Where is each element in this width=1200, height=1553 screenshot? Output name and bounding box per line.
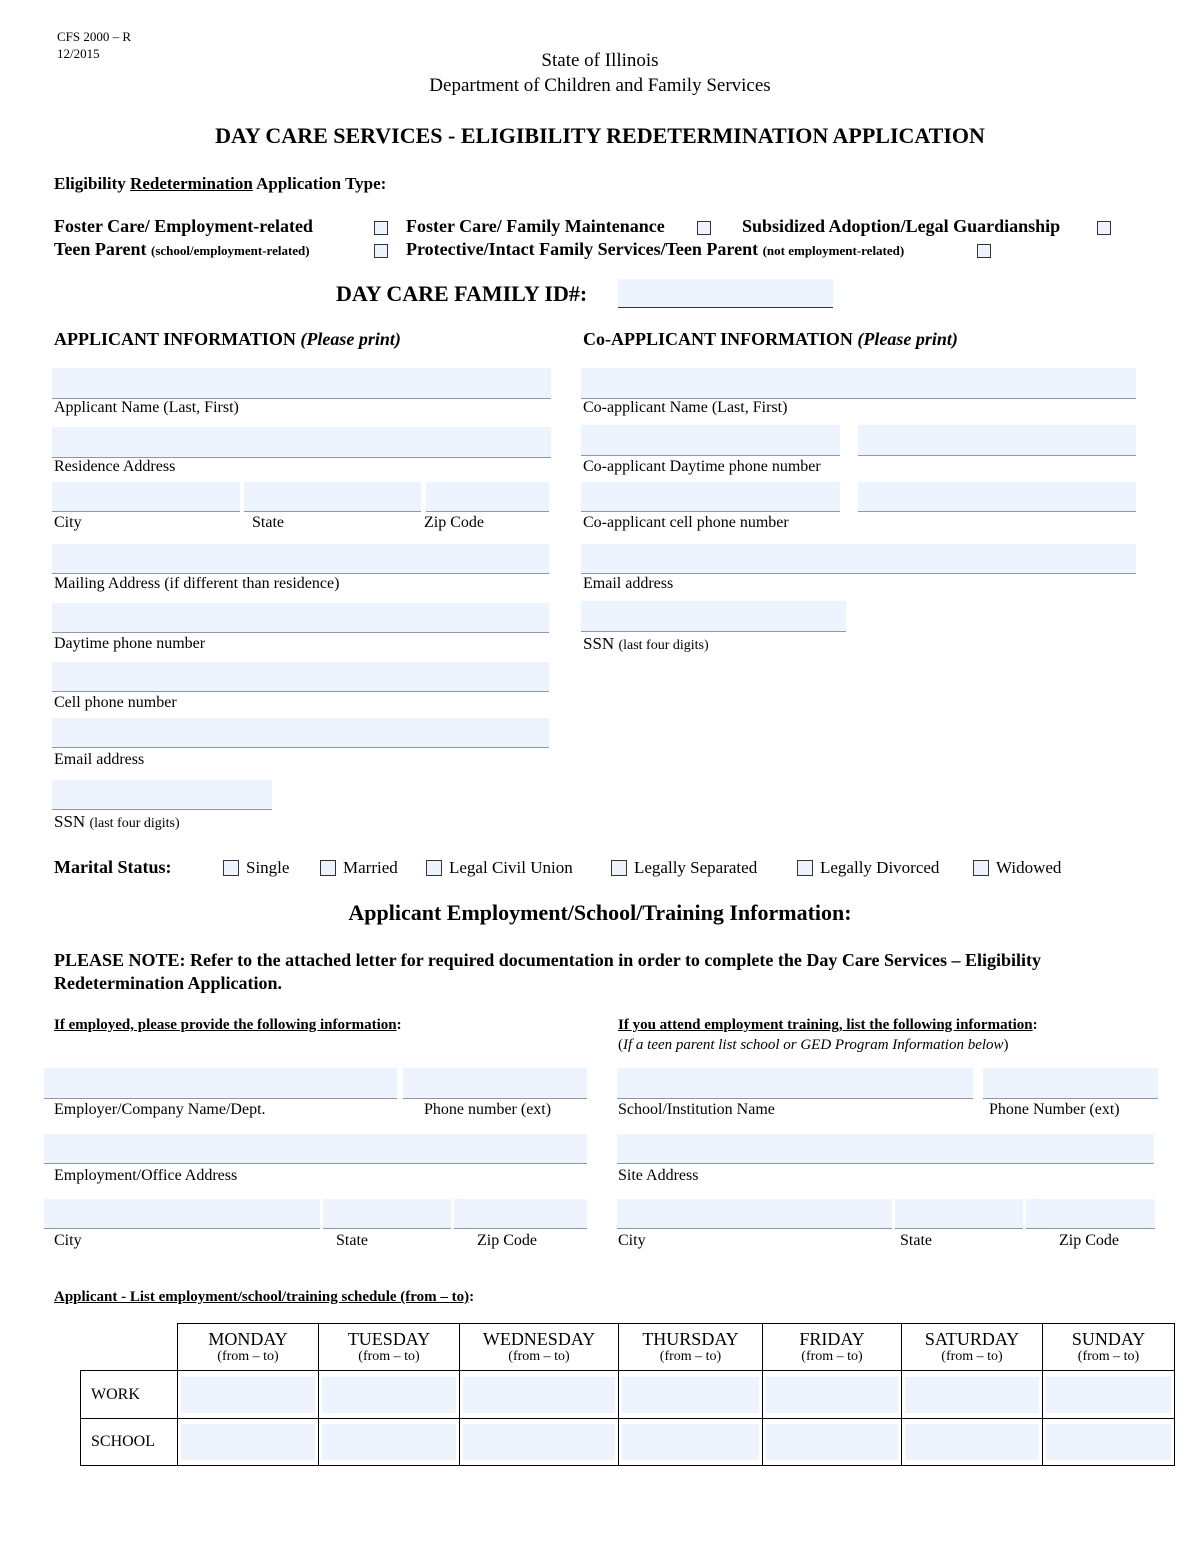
subsidized-checkbox[interactable] [1097, 221, 1111, 235]
applicant-state-label: State [252, 514, 284, 531]
option-foster-employment-label: Foster Care/ Employment-related [54, 216, 313, 236]
school-name-input[interactable] [617, 1068, 973, 1099]
school-name-label: School/Institution Name [618, 1101, 775, 1118]
applicant-city-input[interactable] [52, 482, 240, 512]
foster-employment-checkbox[interactable] [374, 221, 388, 235]
state-name: State of Illinois [541, 50, 659, 71]
marital-status-label: Marital Status: [54, 857, 172, 877]
schedule-day-header: THURSDAY (from – to) [619, 1324, 763, 1371]
applicant-ssn-label: SSN (last four digits) [54, 812, 180, 831]
family-id-input[interactable] [618, 279, 833, 308]
school-friday-cell[interactable] [763, 1419, 902, 1466]
applicant-zip-input[interactable] [426, 482, 549, 512]
schedule-corner-cell [81, 1324, 178, 1371]
employer-name-label: Employer/Company Name/Dept. [54, 1101, 266, 1118]
marital-divorced-label: Legally Divorced [820, 858, 940, 877]
schedule-day-header: MONDAY (from – to) [178, 1324, 319, 1371]
marital-married-label: Married [343, 858, 398, 877]
school-sunday-cell[interactable] [1043, 1419, 1175, 1466]
employer-zip-label: Zip Code [477, 1232, 537, 1249]
employer-name-input[interactable] [44, 1068, 397, 1099]
school-zip-label: Zip Code [1059, 1232, 1119, 1249]
schedule-row-label-school: SCHOOL [81, 1419, 178, 1466]
application-type-heading: Eligibility Redetermination Application Type: [54, 174, 387, 193]
applicant-city-label: City [54, 514, 82, 531]
schedule-heading: Applicant - List employment/school/training schedule (from – to): [54, 1289, 475, 1305]
schedule-row-label-work: WORK [81, 1371, 178, 1419]
coapplicant-ssn-input[interactable] [581, 601, 846, 632]
schedule-day-header: WEDNESDAY (from – to) [460, 1324, 619, 1371]
mailing-address-input[interactable] [52, 544, 549, 574]
school-zip-input[interactable] [1026, 1199, 1155, 1229]
marital-civil-union-checkbox[interactable] [426, 860, 442, 876]
schedule-day-header: SATURDAY (from – to) [902, 1324, 1043, 1371]
marital-widowed-checkbox[interactable] [973, 860, 989, 876]
coapplicant-daytime-phone-ext-input[interactable] [858, 425, 1136, 456]
employer-state-input[interactable] [323, 1199, 451, 1229]
form-code: CFS 2000 – R [57, 29, 132, 44]
daytime-phone-label: Daytime phone number [54, 635, 206, 652]
residence-address-label: Residence Address [54, 458, 176, 475]
department-name: Department of Children and Family Services [429, 75, 771, 96]
family-id-label: DAY CARE FAMILY ID#: [336, 281, 588, 306]
applicant-email-input[interactable] [52, 718, 549, 748]
coapplicant-name-label: Co-applicant Name (Last, First) [583, 399, 788, 416]
school-monday-cell[interactable] [178, 1419, 319, 1466]
marital-separated-checkbox[interactable] [611, 860, 627, 876]
school-state-label: State [900, 1232, 932, 1249]
applicant-name-label: Applicant Name (Last, First) [54, 399, 239, 416]
coapplicant-daytime-phone-input[interactable] [581, 425, 840, 456]
applicant-zip-label: Zip Code [424, 514, 484, 531]
training-heading: If you attend employment training, list the following information: [618, 1017, 1038, 1033]
coapplicant-daytime-phone-label: Co-applicant Daytime phone number [583, 458, 821, 475]
coapplicant-heading: Co-APPLICANT INFORMATION (Please print) [583, 329, 958, 349]
work-wednesday-cell[interactable] [460, 1371, 619, 1419]
employer-phone-label: Phone number (ext) [424, 1101, 552, 1118]
applicant-ssn-input[interactable] [52, 780, 272, 810]
coapplicant-email-label: Email address [583, 575, 674, 592]
option-subsidized-label: Subsidized Adoption/Legal Guardianship [742, 216, 1061, 236]
school-saturday-cell[interactable] [902, 1419, 1043, 1466]
coapplicant-email-input[interactable] [581, 544, 1136, 574]
applicant-heading: APPLICANT INFORMATION (Please print) [54, 329, 401, 349]
site-address-input[interactable] [617, 1134, 1154, 1164]
marital-divorced-checkbox[interactable] [797, 860, 813, 876]
school-city-label: City [618, 1232, 646, 1249]
applicant-state-input[interactable] [244, 482, 421, 512]
marital-separated-label: Legally Separated [634, 858, 758, 877]
employer-address-input[interactable] [44, 1134, 587, 1164]
employer-state-label: State [336, 1232, 368, 1249]
marital-civil-union-label: Legal Civil Union [449, 858, 573, 877]
cell-phone-label: Cell phone number [54, 694, 177, 711]
school-wednesday-cell[interactable] [460, 1419, 619, 1466]
schedule-day-header: FRIDAY (from – to) [763, 1324, 902, 1371]
marital-single-label: Single [246, 858, 290, 877]
training-note: (If a teen parent list school or GED Program Information below) [618, 1037, 1009, 1053]
employer-phone-input[interactable] [403, 1068, 587, 1099]
marital-widowed-label: Widowed [996, 858, 1062, 877]
option-protective-label: Protective/Intact Family Services/Teen Parent (not employment-related) [406, 239, 905, 259]
school-phone-label: Phone Number (ext) [989, 1101, 1120, 1118]
school-thursday-cell[interactable] [619, 1419, 763, 1466]
work-saturday-cell[interactable] [902, 1371, 1043, 1419]
form-date: 12/2015 [57, 46, 100, 61]
teen-parent-checkbox[interactable] [374, 244, 388, 258]
please-note-text: PLEASE NOTE: Refer to the attached letter for required documentation in order to complete the Day Care Services – Eligibility Redetermination Application. [54, 950, 1042, 993]
coapplicant-cell-phone-label: Co-applicant cell phone number [583, 514, 789, 531]
schedule-day-header: SUNDAY (from – to) [1043, 1324, 1175, 1371]
protective-checkbox[interactable] [977, 244, 991, 258]
schedule-table [80, 1323, 1175, 1466]
work-thursday-cell[interactable] [619, 1371, 763, 1419]
school-phone-input[interactable] [983, 1068, 1158, 1099]
form-title: DAY CARE SERVICES - ELIGIBILITY REDETERMINATION APPLICATION [215, 123, 985, 148]
coapplicant-ssn-label: SSN (last four digits) [583, 634, 709, 653]
applicant-email-label: Email address [54, 751, 145, 768]
foster-family-checkbox[interactable] [697, 221, 711, 235]
residence-address-input[interactable] [52, 427, 551, 458]
work-friday-cell[interactable] [763, 1371, 902, 1419]
schedule-day-header: TUESDAY (from – to) [319, 1324, 460, 1371]
coapplicant-cell-phone-input[interactable] [581, 482, 840, 512]
school-city-input[interactable] [617, 1199, 892, 1229]
school-tuesday-cell[interactable] [319, 1419, 460, 1466]
marital-married-checkbox[interactable] [320, 860, 336, 876]
cell-phone-input[interactable] [52, 662, 549, 692]
daytime-phone-input[interactable] [52, 603, 549, 633]
employer-zip-input[interactable] [454, 1199, 587, 1229]
employer-city-input[interactable] [44, 1199, 320, 1229]
employer-address-label: Employment/Office Address [54, 1167, 238, 1184]
mailing-address-label: Mailing Address (if different than residence) [54, 575, 340, 592]
marital-single-checkbox[interactable] [223, 860, 239, 876]
work-sunday-cell[interactable] [1043, 1371, 1175, 1419]
option-teen-parent-label: Teen Parent (school/employment-related) [54, 239, 310, 259]
coapplicant-name-input[interactable] [581, 368, 1136, 399]
employment-section-heading: Applicant Employment/School/Training Information: [348, 900, 852, 925]
work-tuesday-cell[interactable] [319, 1371, 460, 1419]
applicant-name-input[interactable] [52, 368, 551, 399]
school-state-input[interactable] [895, 1199, 1023, 1229]
coapplicant-cell-phone-ext-input[interactable] [858, 482, 1136, 512]
site-address-label: Site Address [618, 1167, 699, 1184]
work-monday-cell[interactable] [178, 1371, 319, 1419]
employer-city-label: City [54, 1232, 82, 1249]
employed-heading: If employed, please provide the following information: [54, 1017, 402, 1033]
option-foster-family-label: Foster Care/ Family Maintenance [406, 216, 665, 236]
